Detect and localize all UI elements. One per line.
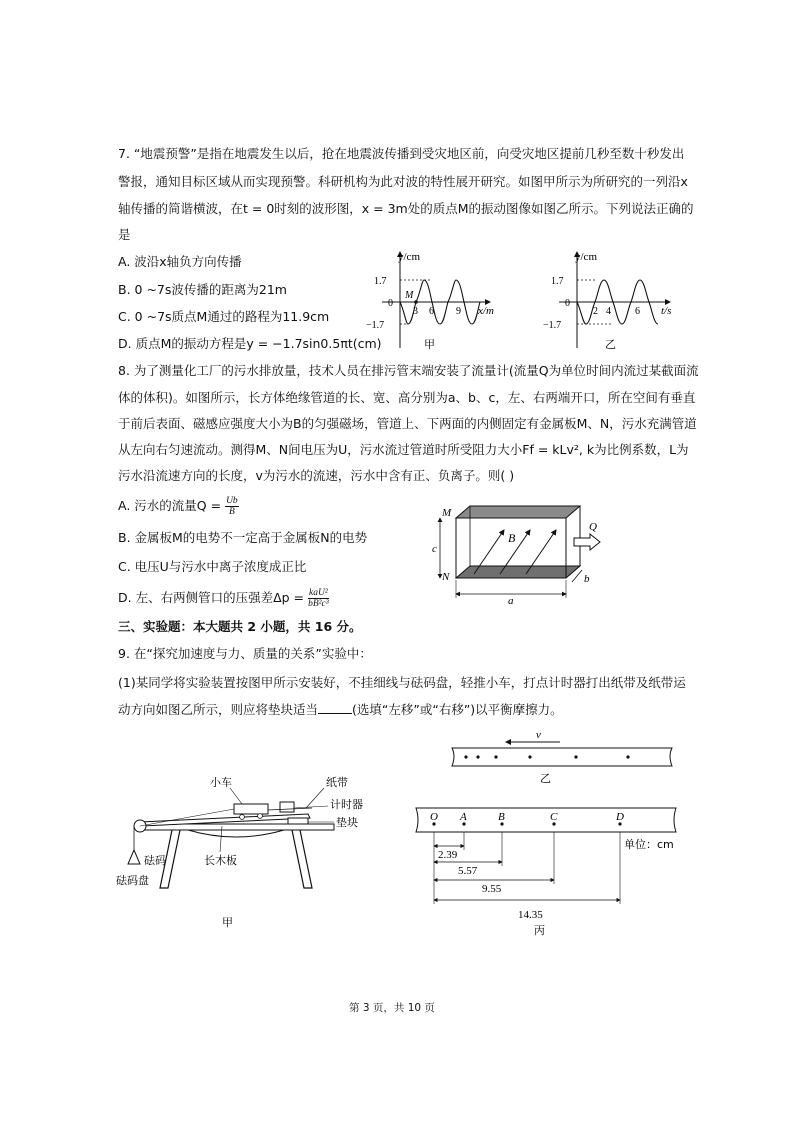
unit-label: 单位：cm <box>624 838 674 851</box>
wave-ytick-max: 1.7 <box>374 276 387 287</box>
dim-b-label: b <box>584 573 590 585</box>
vib-y-label: y/cm <box>575 251 597 263</box>
flow-q-label: Q <box>589 521 597 533</box>
distance-oc: 9.55 <box>482 883 502 895</box>
plate-n-label: N <box>442 571 450 583</box>
q8-option-d: D. 左、右两侧管口的压强差Δp = $\frac{\text{kaU²}}{\text{bB²c³}}$ <box>118 588 329 609</box>
point-b: B <box>498 811 505 823</box>
vib-ytick-zero: 0 <box>565 298 570 309</box>
wave-xtick-3: 3 <box>413 306 418 317</box>
label-weight: 砝码 <box>144 854 166 867</box>
vib-xtick-6: 6 <box>635 306 640 317</box>
q8-flowmeter-figure <box>432 500 612 606</box>
apparatus-caption: 甲 <box>222 916 233 929</box>
q7-line4: 是 <box>118 227 131 242</box>
label-block: 垫块 <box>336 816 358 829</box>
q8-line4: 从左向右匀速流动。测得M、N间电压为U，污水流过管道时所受阻力大小Ff = kLv², k为比例系数，L为 <box>118 442 689 457</box>
q8-option-c: C. 电压U与污水中离子浓度成正比 <box>118 559 307 574</box>
wave-point-m: M <box>405 290 414 301</box>
label-long-board: 长木板 <box>204 854 237 867</box>
velocity-label: v <box>536 729 541 741</box>
q8-line1: 8. 为了测量化工厂的污水排放量，技术人员在排污管末端安装了流量计(流量Q为单位时间内流过某截面流 <box>118 363 699 378</box>
vib-ytick-min: −1.7 <box>543 320 562 331</box>
q8-line5: 污水沿流速方向的长度，v为污水的流速，污水中含有正、负离子。则( ) <box>118 468 515 483</box>
wave-xtick-9: 9 <box>456 306 461 317</box>
q9-line2: (1)某同学将实验装置按图甲所示安装好，不挂细线与砝码盘，轻推小车，打点计时器打出纸带及纸带运 <box>118 675 686 690</box>
q9-tape-direction-figure <box>440 722 680 784</box>
wave-x-label: x/m <box>478 305 494 317</box>
q9-apparatus-figure <box>112 770 372 932</box>
point-a: A <box>460 811 467 823</box>
dim-a-label: a <box>508 595 514 606</box>
q8-option-d-fraction: $\frac{\text{kaU²}}{\text{bB²c³}}$ <box>308 588 329 609</box>
q9-measured-tape-figure <box>412 796 692 936</box>
label-timer: 计时器 <box>330 798 363 811</box>
point-o: O <box>430 811 438 823</box>
q7-option-a: A. 波沿x轴负方向传播 <box>118 254 242 269</box>
vib-caption: 乙 <box>605 338 616 351</box>
q7-option-d: D. 质点M的振动方程是y = −1.7sin0.5πt(cm) <box>118 336 382 351</box>
vib-xtick-2: 2 <box>593 306 598 317</box>
label-weight-plate: 砝码盘 <box>116 874 149 887</box>
wave-ytick-zero: 0 <box>388 298 393 309</box>
dim-c-label: c <box>432 543 437 555</box>
page-footer: 第 3 页，共 10 页 <box>349 1002 435 1014</box>
q8-option-a: A. 污水的流量Q = $\frac{Ub}{B}$ <box>118 496 238 517</box>
q7-wave-graph <box>360 246 510 356</box>
vib-ytick-max: 1.7 <box>551 276 564 287</box>
q8-option-a-fraction: $\frac{Ub}{B}$ <box>226 496 238 517</box>
q9-line1: 9. 在“探究加速度与力、质量的关系”实验中： <box>118 646 372 661</box>
wave-ytick-min: −1.7 <box>366 320 385 331</box>
distance-oa: 2.39 <box>438 849 458 861</box>
q7-option-c: C. 0 ~7s质点M通过的路程为11.9cm <box>118 309 330 324</box>
q9-line3: 动方向如图乙所示，则应将垫块适当 (选填“左移”或“右移”)以平衡摩擦力。 <box>118 702 563 717</box>
q8-line2: 体的体积)。如图所示，长方体绝缘管道的长、宽、高分别为a、b、c，左、右两端开口，所在空间有垂直 <box>118 390 696 405</box>
distance-od: 14.35 <box>518 909 543 921</box>
q8-option-b: B. 金属板M的电势不一定高于金属板N的电势 <box>118 530 368 545</box>
wave-caption: 甲 <box>424 338 435 351</box>
q7-line2: 警报，通知目标区域从而实现预警。科研机构为此对波的特性展开研究。如图甲所示为所研究的一列沿x <box>118 174 688 189</box>
label-tape: 纸带 <box>326 776 348 789</box>
field-b-label: B <box>508 531 516 545</box>
plate-m-label: M <box>442 507 452 519</box>
q7-option-b: B. 0 ~7s波传播的距离为21m <box>118 282 287 297</box>
measured-tape-caption: 丙 <box>534 924 545 936</box>
q7-vibration-graph <box>535 246 695 356</box>
wave-xtick-6: 6 <box>429 306 434 317</box>
wave-y-label: y/cm <box>398 251 420 263</box>
vib-xtick-4: 4 <box>606 306 611 317</box>
point-d: D <box>616 811 624 823</box>
vib-x-label: t/s <box>661 305 672 317</box>
point-c: C <box>550 811 558 823</box>
distance-ob: 5.57 <box>458 865 478 877</box>
q7-line1: 7. “地震预警”是指在地震发生以后，抢在地震波传播到受灾地区前，向受灾地区提前几秒至数十秒发出 <box>118 146 685 161</box>
label-car: 小车 <box>210 776 232 789</box>
tape-direction-caption: 乙 <box>540 772 551 784</box>
q8-line3: 于前后表面、磁感应强度大小为B的匀强磁场，管道上、下两面的内侧固定有金属板M、N，污水充满管道 <box>118 416 697 431</box>
q7-line3: 轴传播的简谐横波，在t = 0时刻的波形图，x = 3m处的质点M的振动图像如图乙所示。下列说法正确的 <box>118 201 694 216</box>
section-3-heading: 三、实验题：本大题共 2 小题，共 16 分。 <box>118 619 362 634</box>
q9-answer-blank[interactable] <box>318 702 352 714</box>
